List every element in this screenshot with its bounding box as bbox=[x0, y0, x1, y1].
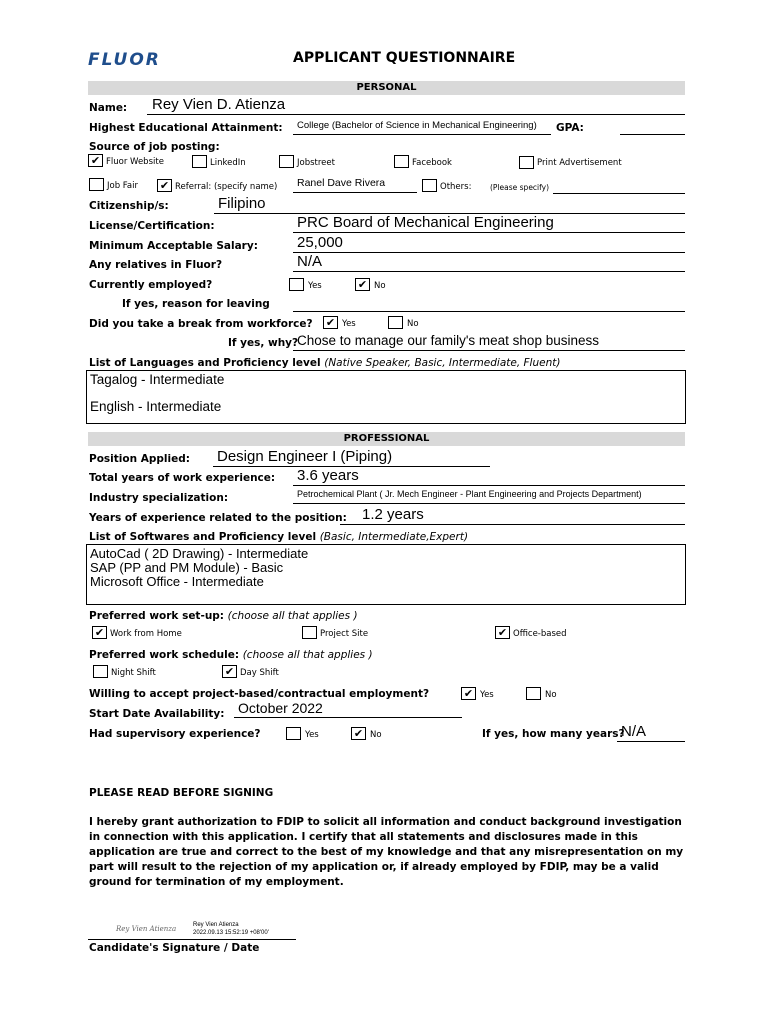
language-entry: English - Intermediate bbox=[90, 399, 222, 414]
related-label: Years of experience related to the position: bbox=[89, 512, 347, 524]
software-label bbox=[89, 531, 468, 543]
software-hint: (Basic, Intermediate,Expert) bbox=[319, 531, 469, 543]
reason-underline bbox=[293, 311, 685, 312]
reason-label: If yes, reason for leaving bbox=[122, 298, 270, 310]
fluor-website-option: Fluor Website bbox=[106, 157, 164, 167]
software-label-text: List of Softwares and Proficiency level bbox=[89, 531, 317, 543]
related-value[interactable]: 1.2 years bbox=[362, 506, 424, 523]
please-specify-hint: (Please specify) bbox=[490, 183, 550, 192]
source-label: Source of job posting: bbox=[89, 141, 220, 153]
setup-label-text: Preferred work set-up: bbox=[89, 610, 225, 622]
others-checkbox[interactable] bbox=[422, 179, 437, 192]
howmany-value[interactable]: N/A bbox=[621, 723, 647, 740]
employed-yes-option: Yes bbox=[308, 281, 322, 291]
contract-no-checkbox[interactable] bbox=[526, 687, 541, 700]
related-underline bbox=[340, 524, 685, 525]
wfh-checkbox[interactable]: ✔ bbox=[92, 626, 107, 639]
schedule-label bbox=[89, 649, 373, 661]
languages-hint: (Native Speaker, Basic, Intermediate, Fluent) bbox=[324, 357, 561, 369]
schedule-label-text: Preferred work schedule: bbox=[89, 649, 240, 661]
language-entry: Tagalog - Intermediate bbox=[90, 372, 225, 387]
why-value[interactable]: Chose to manage our family's meat shop business bbox=[297, 333, 599, 348]
linkedin-option: LinkedIn bbox=[210, 158, 246, 168]
supervisory-label: Had supervisory experience? bbox=[89, 728, 261, 740]
jobstreet-checkbox[interactable] bbox=[279, 155, 294, 168]
languages-label-text: List of Languages and Proficiency level bbox=[89, 357, 321, 369]
fluor-website-checkbox[interactable]: ✔ bbox=[88, 154, 103, 167]
education-underline bbox=[293, 134, 551, 135]
break-yes-option: Yes bbox=[342, 319, 356, 329]
education-value[interactable]: College (Bachelor of Science in Mechanical Engineering) bbox=[297, 120, 537, 131]
signature-underline bbox=[88, 939, 296, 940]
contract-yes-checkbox[interactable]: ✔ bbox=[461, 687, 476, 700]
day-shift-option: Day Shift bbox=[240, 668, 279, 678]
industry-underline bbox=[293, 503, 685, 504]
signature-timestamp: 2022.09.13 15:52:19 +08'00' bbox=[193, 930, 269, 936]
relatives-underline bbox=[293, 271, 685, 272]
night-shift-checkbox[interactable] bbox=[93, 665, 108, 678]
break-label: Did you take a break from workforce? bbox=[89, 318, 313, 330]
contract-label: Willing to accept project-based/contractual employment? bbox=[89, 688, 430, 700]
facebook-checkbox[interactable] bbox=[394, 155, 409, 168]
referral-checkbox[interactable]: ✔ bbox=[157, 179, 172, 192]
relatives-label: Any relatives in Fluor? bbox=[89, 259, 223, 271]
industry-label: Industry specialization: bbox=[89, 492, 229, 504]
jobstreet-option: Jobstreet bbox=[297, 158, 335, 168]
experience-underline bbox=[293, 485, 685, 486]
others-option: Others: bbox=[440, 182, 472, 192]
industry-value[interactable]: Petrochemical Plant ( Jr. Mech Engineer - Plant Engineering and Projects Department) bbox=[297, 489, 642, 499]
citizenship-label: Citizenship/s: bbox=[89, 200, 169, 212]
facebook-option: Facebook bbox=[412, 158, 452, 168]
salary-underline bbox=[293, 252, 685, 253]
night-shift-option: Night Shift bbox=[111, 668, 156, 678]
software-entry: AutoCad ( 2D Drawing) - Intermediate bbox=[90, 546, 309, 561]
employed-no-option: No bbox=[374, 281, 386, 291]
employed-label: Currently employed? bbox=[89, 279, 213, 291]
position-label: Position Applied: bbox=[89, 453, 190, 465]
gpa-label: GPA: bbox=[556, 122, 584, 134]
break-no-option: No bbox=[407, 319, 419, 329]
signature-caption: Candidate's Signature / Date bbox=[89, 942, 260, 954]
fluor-logo: FLUOR bbox=[88, 50, 161, 70]
contract-no-option: No bbox=[545, 690, 557, 700]
print-ad-checkbox[interactable] bbox=[519, 156, 534, 169]
name-label: Name: bbox=[89, 102, 128, 114]
referral-name-value[interactable]: Ranel Dave Rivera bbox=[297, 177, 386, 189]
supervisory-no-checkbox[interactable]: ✔ bbox=[351, 727, 366, 740]
relatives-value[interactable]: N/A bbox=[297, 253, 323, 270]
office-based-option: Office-based bbox=[513, 629, 567, 639]
experience-value[interactable]: 3.6 years bbox=[297, 467, 359, 484]
supervisory-yes-option: Yes bbox=[305, 730, 319, 740]
signing-heading: PLEASE READ BEFORE SIGNING bbox=[89, 787, 274, 799]
name-underline bbox=[147, 114, 685, 115]
education-label: Highest Educational Attainment: bbox=[89, 122, 283, 134]
license-value[interactable]: PRC Board of Mechanical Engineering bbox=[297, 214, 554, 231]
supervisory-no-option: No bbox=[370, 730, 382, 740]
start-underline bbox=[234, 717, 462, 718]
signature-scrawl: Rey Vien Atienza bbox=[116, 925, 177, 933]
contract-yes-option: Yes bbox=[480, 690, 494, 700]
break-yes-checkbox[interactable]: ✔ bbox=[323, 316, 338, 329]
referral-underline bbox=[293, 192, 417, 193]
citizenship-value[interactable]: Filipino bbox=[218, 195, 266, 212]
experience-label: Total years of work experience: bbox=[89, 472, 276, 484]
job-fair-option: Job Fair bbox=[107, 181, 138, 191]
schedule-hint: (choose all that applies ) bbox=[242, 649, 373, 661]
authorization-paragraph: I hereby grant authorization to FDIP to solicit all information and conduct background investigation in connection with this application. I certify that all statements and disclosures made in this application are true and correct to the best of my knowledge and that any misrepresentation on my part will result to the rejection of my application or, if already employed by FDIP, may be a valid ground for termination of my employment. bbox=[89, 816, 684, 888]
employed-no-checkbox[interactable]: ✔ bbox=[355, 278, 370, 291]
start-value[interactable]: October 2022 bbox=[238, 700, 323, 716]
print-ad-option: Print Advertisement bbox=[537, 158, 622, 168]
break-no-checkbox[interactable] bbox=[388, 316, 403, 329]
employed-yes-checkbox[interactable] bbox=[289, 278, 304, 291]
others-underline bbox=[553, 193, 685, 194]
software-entry: Microsoft Office - Intermediate bbox=[90, 574, 264, 589]
section-professional-header: PROFESSIONAL bbox=[88, 432, 685, 446]
start-label: Start Date Availability: bbox=[89, 708, 225, 720]
linkedin-checkbox[interactable] bbox=[192, 155, 207, 168]
project-site-checkbox[interactable] bbox=[302, 626, 317, 639]
wfh-option: Work from Home bbox=[110, 629, 182, 639]
section-personal-header: PERSONAL bbox=[88, 81, 685, 95]
software-entry: SAP (PP and PM Module) - Basic bbox=[90, 560, 284, 575]
license-label: License/Certification: bbox=[89, 220, 215, 232]
languages-label bbox=[89, 357, 560, 369]
setup-label bbox=[89, 610, 358, 622]
office-based-checkbox[interactable]: ✔ bbox=[495, 626, 510, 639]
job-fair-checkbox[interactable] bbox=[89, 178, 104, 191]
supervisory-yes-checkbox[interactable] bbox=[286, 727, 301, 740]
day-shift-checkbox[interactable]: ✔ bbox=[222, 665, 237, 678]
signer-name: Rey Vien Atienza bbox=[193, 922, 239, 928]
salary-value[interactable]: 25,000 bbox=[297, 234, 343, 251]
page-title: APPLICANT QUESTIONNAIRE bbox=[293, 50, 516, 66]
position-value[interactable]: Design Engineer I (Piping) bbox=[217, 448, 393, 465]
license-underline bbox=[293, 232, 685, 233]
referral-option: Referral: (specify name) bbox=[175, 182, 278, 192]
setup-hint: (choose all that applies ) bbox=[227, 610, 358, 622]
howmany-underline bbox=[617, 741, 685, 742]
salary-label: Minimum Acceptable Salary: bbox=[89, 240, 258, 252]
why-label: If yes, why? bbox=[228, 337, 299, 349]
howmany-label: If yes, how many years? bbox=[482, 728, 625, 740]
project-site-option: Project Site bbox=[320, 629, 369, 639]
name-value[interactable]: Rey Vien D. Atienza bbox=[152, 96, 286, 113]
why-underline bbox=[293, 350, 685, 351]
gpa-underline bbox=[620, 134, 685, 135]
